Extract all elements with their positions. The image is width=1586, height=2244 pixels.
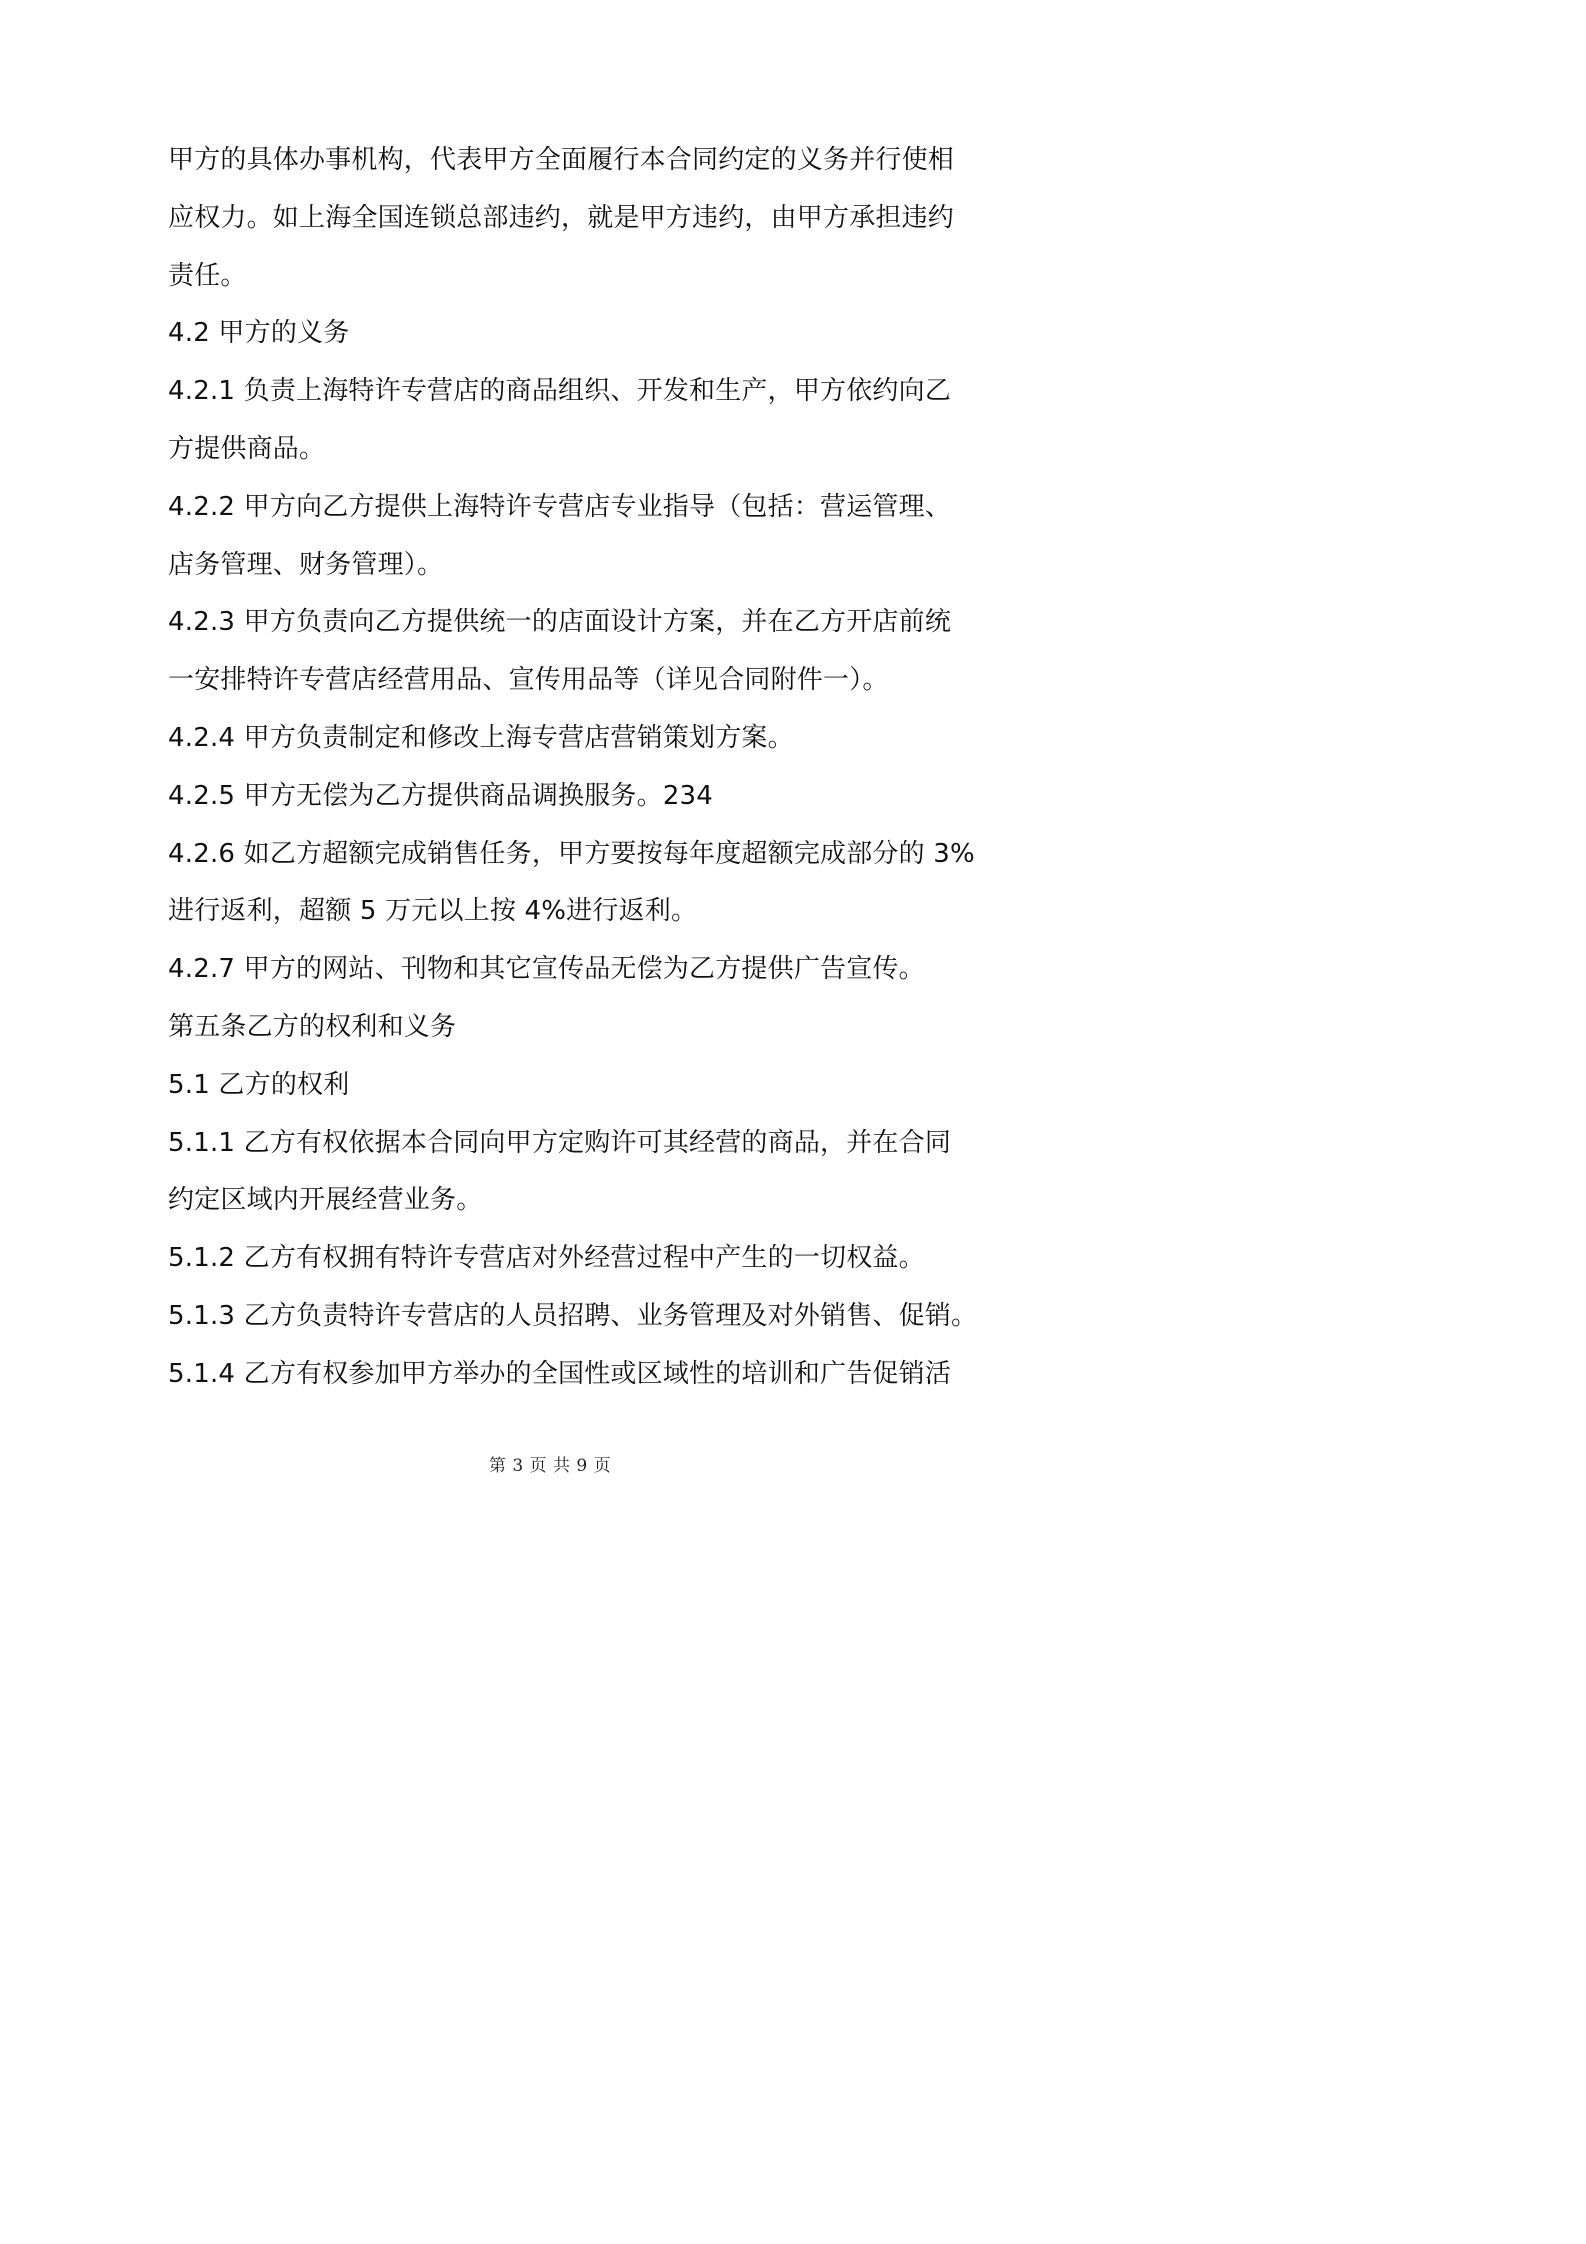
clause-5-1-2: 5.1.2 乙方有权拥有特许专营店对外经营过程中产生的一切权益。 bbox=[168, 1243, 925, 1274]
clause-4-2-7: 4.2.7 甲方的网站、刊物和其它宣传品无偿为乙方提供广告宣传。 bbox=[168, 954, 925, 985]
article-heading-5: 第五条乙方的权利和义务 bbox=[168, 1011, 457, 1042]
text-line: 店务管理、财务管理）。 bbox=[168, 549, 444, 580]
clause-5-1-1: 5.1.1 乙方有权依据本合同向甲方定购许可其经营的商品，并在合同 bbox=[168, 1127, 952, 1158]
clause-5-1-4: 5.1.4 乙方有权参加甲方举办的全国性或区域性的培训和广告促销活 bbox=[168, 1358, 952, 1389]
clause-4-2-2: 4.2.2 甲方向乙方提供上海特许专营店专业指导（包括：营运管理、 bbox=[168, 491, 952, 522]
text-line: 约定区域内开展经营业务。 bbox=[168, 1185, 483, 1216]
contract-body-text bbox=[168, 132, 978, 1404]
clause-4-2-6: 4.2.6 如乙方超额完成销售任务，甲方要按每年度超额完成部分的 3% bbox=[168, 838, 975, 869]
text-line: 一安排特许专营店经营用品、宣传用品等（详见合同附件一）。 bbox=[168, 665, 889, 696]
clause-4-2-1: 4.2.1 负责上海特许专营店的商品组织、开发和生产，甲方依约向乙 bbox=[168, 376, 952, 407]
clause-4-2-5: 4.2.5 甲方无偿为乙方提供商品调换服务。234 bbox=[168, 780, 714, 811]
section-heading-5-1: 5.1 乙方的权利 bbox=[168, 1069, 350, 1100]
document-page bbox=[0, 0, 1100, 1556]
page-number-footer: 第 3 页 共 9 页 bbox=[488, 1456, 612, 1476]
clause-5-1-3: 5.1.3 乙方负责特许专营店的人员招聘、业务管理及对外销售、促销。 bbox=[168, 1300, 978, 1331]
text-line: 方提供商品。 bbox=[168, 433, 326, 464]
text-line: 责任。 bbox=[168, 260, 247, 291]
section-heading-4-2: 4.2 甲方的义务 bbox=[168, 318, 350, 349]
text-line: 应权力。如上海全国连锁总部违约，就是甲方违约，由甲方承担违约 bbox=[168, 202, 955, 233]
text-line: 甲方的具体办事机构，代表甲方全面履行本合同约定的义务并行使相 bbox=[168, 145, 955, 175]
text-line: 进行返利，超额 5 万元以上按 4%进行返利。 bbox=[168, 896, 698, 927]
clause-4-2-4: 4.2.4 甲方负责制定和修改上海专营店营销策划方案。 bbox=[168, 722, 794, 753]
clause-4-2-3: 4.2.3 甲方负责向乙方提供统一的店面设计方案，并在乙方开店前统 bbox=[168, 607, 952, 638]
